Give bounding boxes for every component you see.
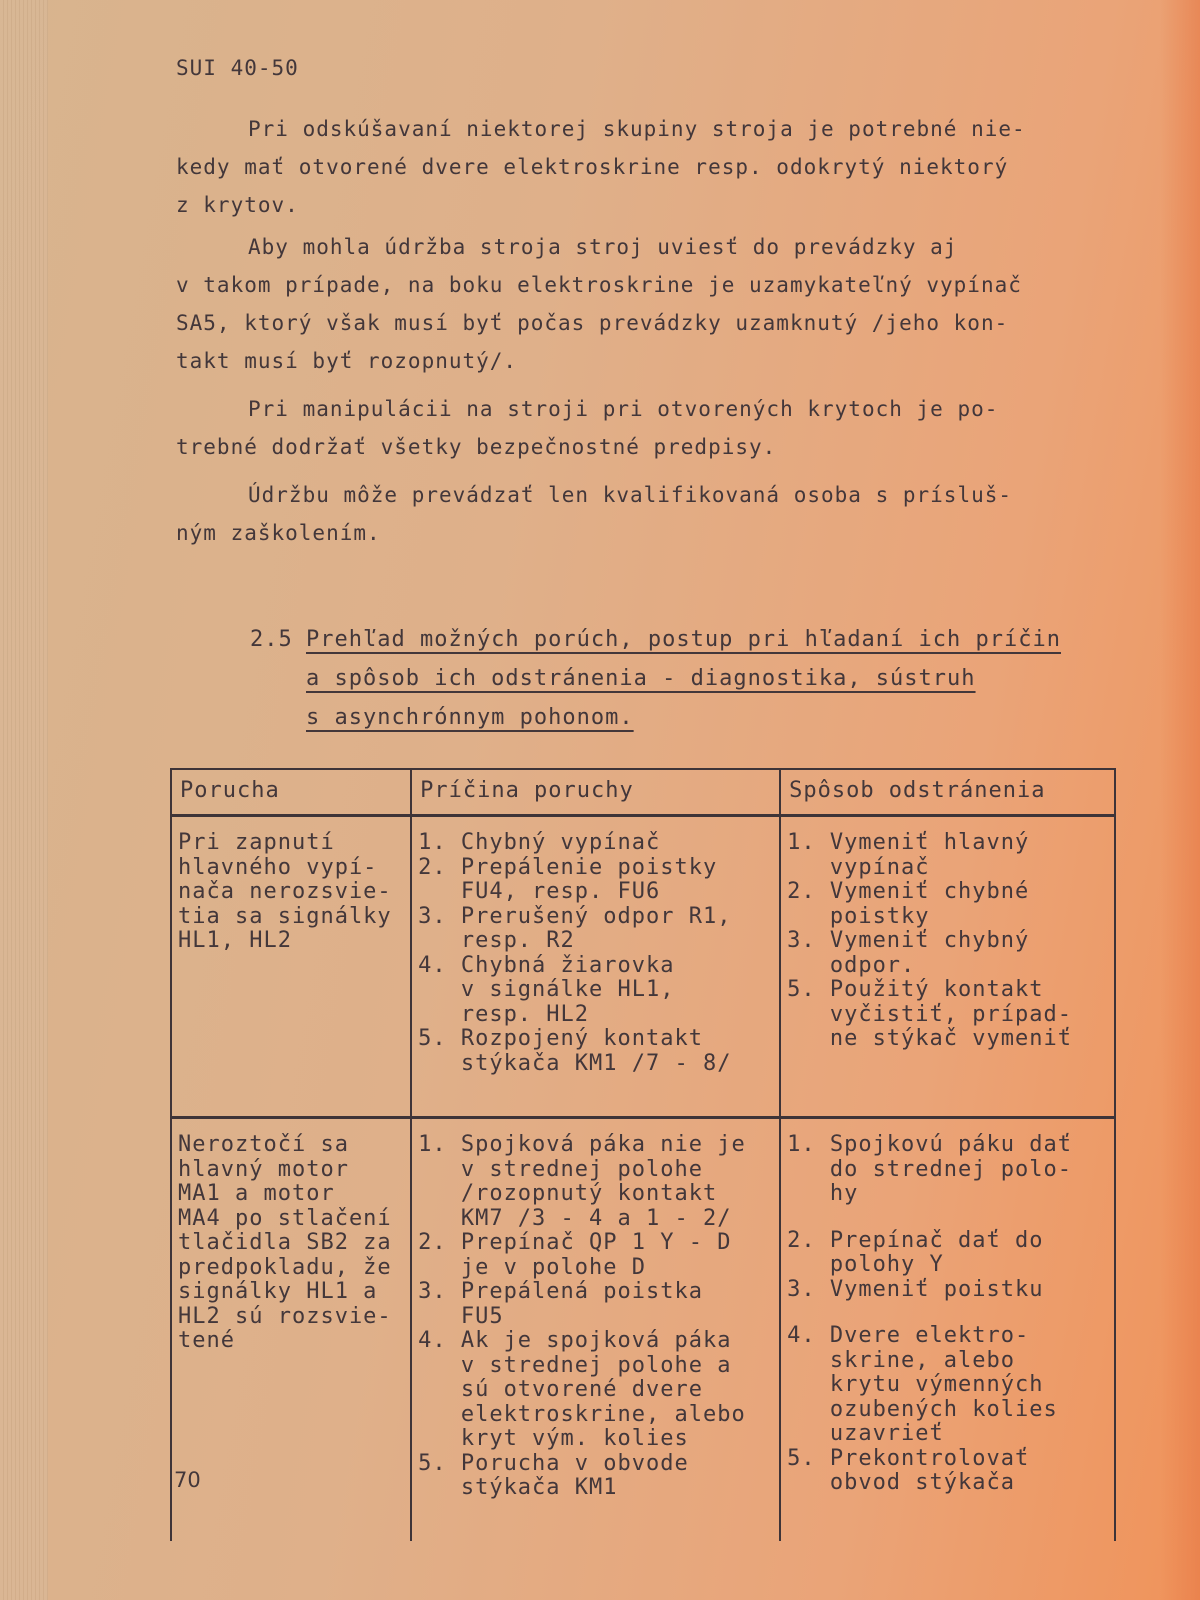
remedy-item	[787, 1278, 1108, 1303]
fault-line: HL2 sú rozsvie-	[178, 1303, 392, 1329]
cause-line: v strednej polohe a	[418, 1352, 732, 1378]
remedy-line: vypínač	[787, 854, 930, 880]
cause-line: kryt vým. kolies	[418, 1426, 689, 1451]
remedy-line: 1. Vymeniť hlavný	[787, 830, 1030, 855]
text-line: Aby mohla údržba stroja stroj uviesť do prevádzky aj	[248, 235, 958, 259]
fault-line: tené	[178, 1328, 235, 1353]
fault-cell	[171, 816, 411, 1118]
cause-item	[418, 831, 773, 856]
fault-line: hlavného vypí-	[178, 854, 378, 880]
remedy-item	[787, 831, 1108, 880]
cause-item	[418, 1280, 773, 1329]
table-row	[171, 816, 1115, 1118]
remedy-item	[787, 1447, 1108, 1496]
cause-line: /rozopnutý kontakt	[418, 1181, 718, 1206]
remedy-cell	[780, 1118, 1115, 1541]
fault-line: signálky HL1 a	[178, 1279, 378, 1304]
cause-line: FU5	[418, 1303, 504, 1329]
cause-line: 5. Rozpojený kontakt	[418, 1026, 703, 1051]
text-line: takt musí byť rozopnutý/.	[176, 349, 518, 373]
cause-item	[418, 905, 773, 954]
cause-item	[418, 1329, 773, 1452]
table-row	[171, 1118, 1115, 1541]
cause-line: 2. Prepínač QP 1 Y - D	[418, 1230, 732, 1255]
cause-line: 1. Spojková páka nie je	[418, 1132, 746, 1157]
column-header-remedy: Spôsob odstránenia	[780, 769, 1115, 816]
section-title-line: a spôsob ich odstránenia - diagnostika, sústruh	[306, 666, 976, 691]
cause-cell	[411, 816, 780, 1118]
remedy-cell	[780, 816, 1115, 1118]
cause-line: v signálke HL1,	[418, 977, 675, 1002]
fault-line: HL1, HL2	[178, 928, 292, 953]
remedy-item	[787, 880, 1108, 929]
remedy-line: 2. Vymeniť chybné	[787, 879, 1030, 904]
text-line: SA5, ktorý však musí byť počas prevádzky uzamknutý /jeho kon-	[176, 311, 1009, 335]
remedy-line: krytu výmenných	[787, 1372, 1044, 1397]
remedy-item	[787, 1229, 1108, 1278]
fault-line: nača nerozsvie-	[178, 879, 392, 904]
cause-line: resp. R2	[418, 928, 575, 953]
cause-line: v strednej polohe	[418, 1156, 703, 1182]
remedy-line: 4. Dvere elektro-	[787, 1323, 1030, 1348]
cause-line: resp. HL2	[418, 1001, 590, 1027]
column-header-cause: Príčina poruchy	[411, 769, 780, 816]
document-header: SUI 40-50	[176, 56, 299, 80]
paragraph-3	[176, 390, 1101, 466]
cause-line: 4. Ak je spojková páka	[418, 1328, 732, 1353]
remedy-line: ozubených kolies	[787, 1396, 1058, 1422]
cause-item	[418, 1231, 773, 1280]
section-heading	[250, 620, 1061, 737]
remedy-line: uzavrieť	[787, 1421, 944, 1446]
fault-line: hlavný motor	[178, 1156, 349, 1182]
fault-line: Pri zapnutí	[178, 830, 335, 855]
column-header-fault: Porucha	[171, 769, 411, 816]
remedy-line: 3. Vymeniť chybný	[787, 928, 1030, 953]
text-line: ným zaškolením.	[176, 521, 381, 545]
text-line: kedy mať otvorené dvere elektroskrine resp. odokrytý niektorý	[176, 155, 1009, 179]
cause-line: stýkača KM1 /7 - 8/	[418, 1050, 732, 1076]
cause-line: stýkača KM1	[418, 1475, 618, 1500]
remedy-item	[787, 1324, 1108, 1447]
remedy-line: polohy Y	[787, 1252, 944, 1277]
remedy-line: hy	[787, 1181, 859, 1206]
text-line: Údržbu môže prevádzať len kvalifikovaná osoba s prísluš-	[248, 483, 1013, 507]
text-line: Pri manipulácii na stroji pri otvorených krytoch je po-	[248, 397, 999, 421]
cause-line: KM7 /3 - 4 a 1 - 2/	[418, 1205, 732, 1231]
cause-cell	[411, 1118, 780, 1541]
cause-item	[418, 856, 773, 905]
remedy-item	[787, 1133, 1108, 1207]
cause-line: 3. Prerušený odpor R1,	[418, 903, 732, 929]
remedy-line: ne stýkač vymeniť	[787, 1026, 1072, 1051]
table-header-row	[171, 769, 1115, 816]
cause-line: je v polohe D	[418, 1254, 647, 1280]
cause-line: 4. Chybná žiarovka	[418, 952, 675, 978]
remedy-line: 5. Použitý kontakt	[787, 977, 1044, 1002]
fault-line: Neroztočí sa	[178, 1132, 349, 1157]
cause-line: 3. Prepálená poistka	[418, 1279, 703, 1304]
text-line: v takom prípade, na boku elektroskrine je uzamykateľný vypínač	[176, 273, 1022, 297]
cause-line: FU4, resp. FU6	[418, 879, 661, 904]
remedy-line: do strednej polo-	[787, 1156, 1072, 1182]
remedy-item	[787, 929, 1108, 978]
section-number: 2.5	[250, 627, 293, 652]
diagnostics-table	[170, 768, 1116, 1541]
text-line: z krytov.	[176, 193, 299, 217]
page-number: 70	[174, 1468, 201, 1492]
remedy-line: 2. Prepínač dať do	[787, 1227, 1044, 1253]
remedy-line: vyčistiť, prípad-	[787, 1001, 1072, 1027]
section-title-line: Prehľad možných porúch, postup pri hľadaní ich príčin	[306, 627, 1061, 652]
cause-item	[418, 1452, 773, 1501]
cause-line: 2. Prepálenie poistky	[418, 854, 718, 880]
remedy-line: 1. Spojkovú páku dať	[787, 1132, 1072, 1157]
text-line: trebné dodržať všetky bezpečnostné predpisy.	[176, 435, 777, 459]
fault-cell	[171, 1118, 411, 1541]
cause-line: sú otvorené dvere	[418, 1377, 703, 1402]
fault-line: tia sa signálky	[178, 903, 392, 929]
remedy-line: skrine, alebo	[787, 1347, 1016, 1373]
fault-line: predpokladu, že	[178, 1254, 392, 1280]
remedy-line: 5. Prekontrolovať	[787, 1445, 1030, 1471]
cause-line: 5. Porucha v obvode	[418, 1450, 689, 1476]
remedy-item	[787, 978, 1108, 1052]
text-line: Pri odskúšavaní niektorej skupiny stroja je potrebné nie-	[248, 117, 1026, 141]
paragraph-4	[176, 476, 1101, 552]
cause-line: 1. Chybný vypínač	[418, 830, 661, 855]
section-title-line: s asynchrónnym pohonom.	[306, 705, 634, 730]
paragraph-1	[176, 110, 1101, 224]
remedy-line: odpor.	[787, 952, 916, 978]
cause-item	[418, 1027, 773, 1076]
paragraph-2	[176, 228, 1101, 380]
remedy-line: poistky	[787, 903, 930, 929]
fault-line: MA1 a motor	[178, 1181, 335, 1206]
remedy-line: obvod stýkača	[787, 1470, 1016, 1495]
fault-line: MA4 po stlačení	[178, 1205, 392, 1231]
cause-item	[418, 954, 773, 1028]
fault-line: tlačidla SB2 za	[178, 1230, 392, 1255]
cause-item	[418, 1133, 773, 1231]
cause-line: elektroskrine, alebo	[418, 1401, 746, 1427]
remedy-line: 3. Vymeniť poistku	[787, 1276, 1044, 1302]
